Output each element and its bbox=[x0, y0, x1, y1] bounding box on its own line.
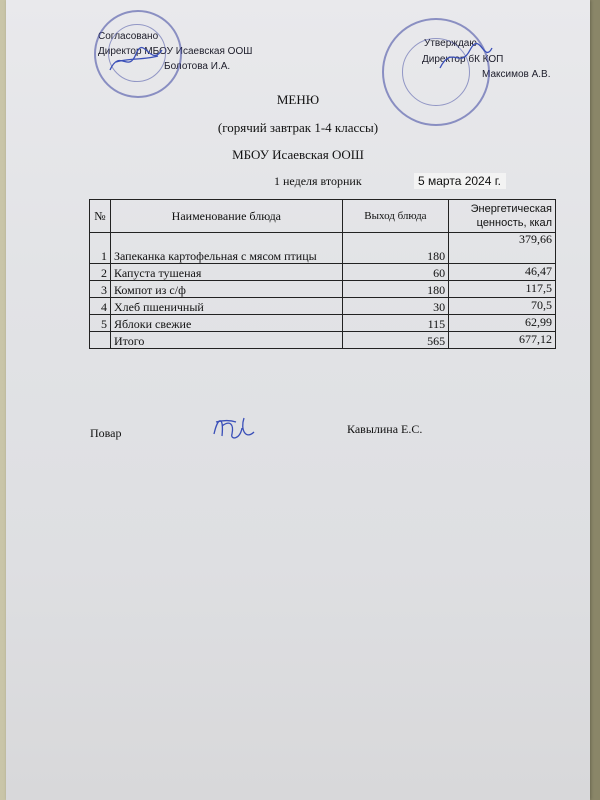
row-output: 30 bbox=[342, 298, 448, 315]
left-director-signature bbox=[106, 40, 166, 80]
menu-subtitle: (горячий завтрак 1-4 классы) bbox=[217, 120, 379, 135]
row-energy: 46,47 bbox=[449, 264, 556, 281]
row-num: 5 bbox=[90, 315, 111, 332]
row-energy: 379,66 bbox=[449, 233, 556, 264]
row-dish-name: Капуста тушеная bbox=[110, 264, 342, 281]
header-name: Наименование блюда bbox=[110, 200, 342, 233]
row-num: 3 bbox=[90, 281, 111, 298]
row-output: 115 bbox=[342, 315, 448, 332]
table-row bbox=[90, 315, 556, 332]
header-energy: Энергетическая ценность, ккал bbox=[449, 200, 556, 233]
total-energy: 677,12 bbox=[449, 332, 556, 349]
row-num: 4 bbox=[90, 298, 111, 315]
row-dish-name: Запеканка картофельная с мясом птицы bbox=[110, 233, 342, 264]
row-output: 180 bbox=[342, 233, 448, 264]
approval-left-line2: Директор МБОУ Исаевская ООШ bbox=[98, 46, 253, 57]
row-output: 180 bbox=[342, 281, 448, 298]
table-row bbox=[90, 233, 556, 264]
week-day-label: 1 неделя вторник bbox=[274, 174, 362, 188]
row-energy: 62,99 bbox=[449, 315, 556, 332]
approval-left-line3: Болотова И.А. bbox=[164, 61, 231, 72]
approval-left-line1: Согласовано bbox=[98, 31, 159, 42]
table-row bbox=[90, 264, 556, 281]
table-header-row bbox=[90, 200, 556, 233]
cook-name: Кавылина Е.С. bbox=[347, 422, 423, 436]
row-dish-name: Яблоки свежие bbox=[110, 315, 342, 332]
date-label: 5 марта 2024 г. bbox=[414, 173, 506, 189]
school-name: МБОУ Исаевская ООШ bbox=[232, 147, 364, 162]
table-row bbox=[90, 298, 556, 315]
row-output: 60 bbox=[342, 264, 448, 281]
right-director-signature bbox=[436, 40, 496, 76]
menu-table bbox=[89, 199, 556, 349]
header-output: Выход блюда bbox=[342, 200, 448, 233]
row-num: 1 bbox=[90, 233, 111, 264]
header-num: № bbox=[90, 200, 111, 233]
menu-title: МЕНЮ bbox=[276, 92, 320, 107]
cook-role: Повар bbox=[90, 426, 122, 440]
row-energy: 70,5 bbox=[449, 298, 556, 315]
row-dish-name: Хлеб пшеничный bbox=[110, 298, 342, 315]
table-row bbox=[90, 281, 556, 298]
total-num-empty bbox=[90, 332, 111, 349]
total-output: 565 bbox=[342, 332, 448, 349]
table-total-row bbox=[90, 332, 556, 349]
row-dish-name: Компот из с/ф bbox=[110, 281, 342, 298]
approval-right-line1: Утверждаю bbox=[424, 38, 477, 49]
row-num: 2 bbox=[90, 264, 111, 281]
row-energy: 117,5 bbox=[449, 281, 556, 298]
approval-right-line2: Директор бК КОП bbox=[422, 54, 504, 65]
total-label: Итого bbox=[110, 332, 342, 349]
cook-signature bbox=[210, 410, 260, 444]
approval-right-line3: Максимов А.В. bbox=[482, 69, 551, 80]
document-page bbox=[6, 0, 590, 800]
